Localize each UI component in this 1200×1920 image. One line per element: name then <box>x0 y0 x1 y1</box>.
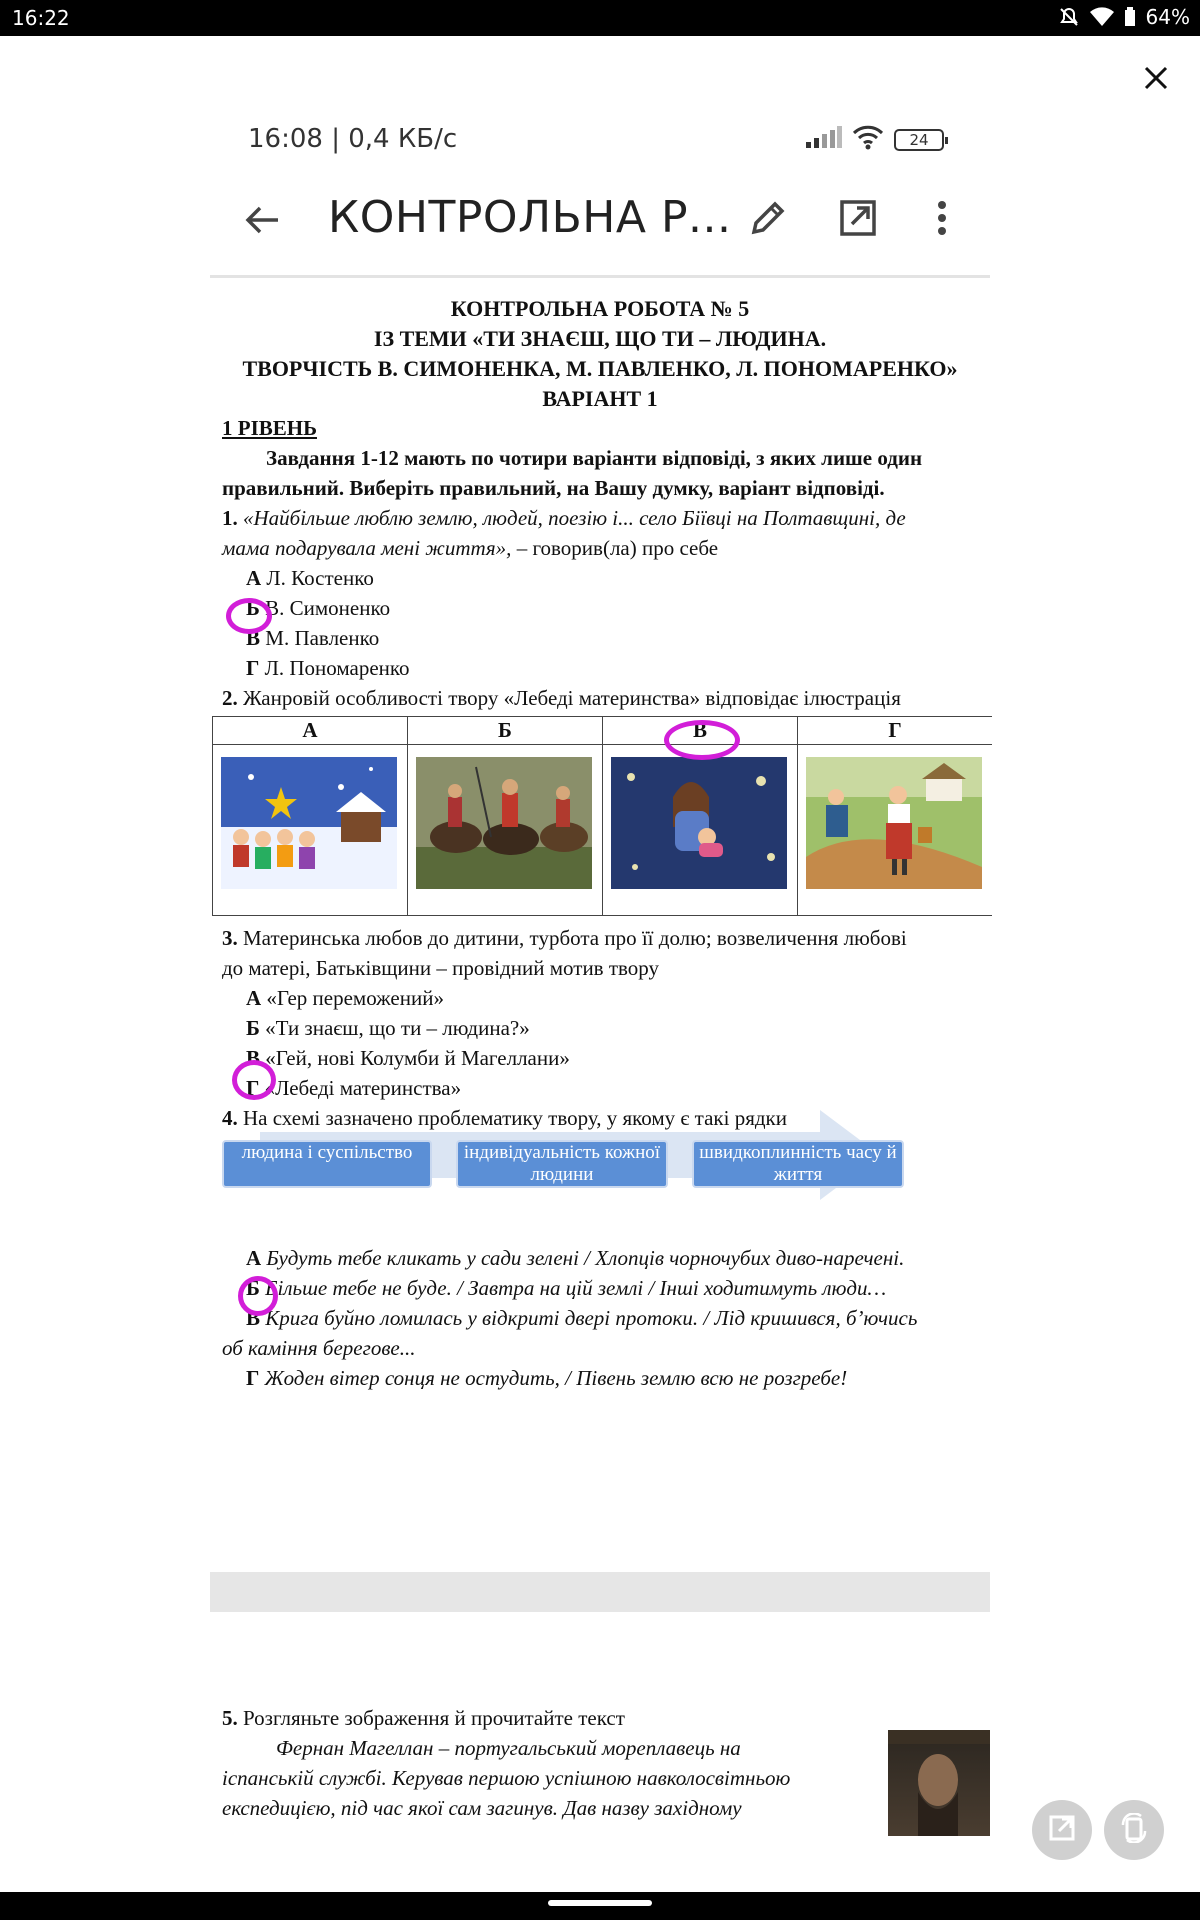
scheme-box-1: людина і суспільство <box>222 1140 432 1188</box>
page-separator <box>210 1572 990 1612</box>
doc-title-4: ВАРІАНТ 1 <box>542 386 658 411</box>
illustration-b <box>407 717 602 915</box>
wifi-icon <box>852 124 884 155</box>
illustration-a <box>212 717 407 915</box>
column-header: Б <box>408 717 602 745</box>
illustration-table <box>212 716 992 916</box>
scheme-box-2: індивідуальність кожної людини <box>456 1140 668 1188</box>
question-3-line-1: 3. Материнська любов до дитини, турбота про її долю; возвеличення любові <box>222 926 907 950</box>
rotate-button[interactable] <box>1104 1800 1164 1860</box>
q4-option-v: В Крига буйно ломилась у відкриті двері протоки. / Лід кришився, б’ючись <box>246 1306 918 1330</box>
q1-option-g: Г Л. Пономаренко <box>246 656 410 680</box>
magellan-text-2: іспанській службі. Керував першою успішною навколосвітньою <box>222 1766 791 1790</box>
document-page <box>210 280 990 1570</box>
q3-option-v: В «Гей, нові Колумби й Магеллани» <box>246 1046 570 1070</box>
q3-option-g: Г «Лебеді материнства» <box>246 1076 462 1100</box>
q3-option-b: Б «Ти знаєш, що ти – людина?» <box>246 1016 530 1040</box>
mother-moon-image <box>611 757 787 889</box>
system-status-bar <box>0 0 1200 36</box>
open-external-button[interactable] <box>1032 1800 1092 1860</box>
magellan-text-3: експедицією, під час якої сам загинув. Дав назву західному <box>222 1796 742 1820</box>
answer-mark-q4 <box>238 1276 278 1316</box>
question-1-line-1: 1. «Найбільше люблю землю, людей, поезію і... село Біївці на Полтавщині, де <box>222 506 906 530</box>
doc-title-1: КОНТРОЛЬНА РОБОТА № 5 <box>450 296 750 321</box>
q1-option-v: В М. Павленко <box>246 626 380 650</box>
pencil-icon[interactable] <box>748 198 788 243</box>
q4-option-v-cont: об каміння берегове... <box>222 1336 416 1360</box>
problem-scheme <box>220 1110 920 1200</box>
more-vert-icon[interactable] <box>932 198 952 243</box>
close-icon[interactable] <box>1138 60 1174 96</box>
header-divider <box>210 275 990 278</box>
q4-option-a: А Будуть тебе кликать у сади зелені / Хлопців чорночубих диво-наречені. <box>246 1246 905 1270</box>
column-header: Г <box>798 717 992 745</box>
column-header: В <box>603 717 797 745</box>
instruction-line-1: Завдання 1-12 мають по чотири варіанти відповіді, з яких лише один <box>266 446 923 470</box>
question-3-line-2: до матері, Батьківщини – провідний мотив твору <box>222 956 660 980</box>
inner-status-icons <box>806 124 944 155</box>
level-heading: 1 РІВЕНЬ <box>222 416 317 440</box>
mute-icon <box>1058 6 1080 28</box>
home-gesture-handle[interactable] <box>548 1900 652 1906</box>
doc-title-2: ІЗ ТЕМИ «ТИ ЗНАЄШ, ЩО ТИ – ЛЮДИНА. <box>373 326 827 351</box>
answer-mark-q2 <box>664 720 740 760</box>
question-4: 4. На схемі зазначено проблематику твору, у якому є такі рядки <box>222 1106 787 1130</box>
q3-option-a: А «Гер переможений» <box>246 986 444 1010</box>
signal-icon <box>806 126 842 153</box>
q1-option-b: Б В. Симоненко <box>246 596 391 620</box>
q1-option-a: А Л. Костенко <box>246 566 374 590</box>
battery-icon: 24 <box>894 129 944 151</box>
back-arrow-icon[interactable] <box>242 200 282 245</box>
answer-mark-q3 <box>232 1060 276 1100</box>
battery-icon <box>1124 7 1136 27</box>
question-1-line-2: мама подарувала мені життя», – говорив(ла) про себе <box>222 536 719 560</box>
document-title: КОНТРОЛЬНА Р... <box>328 192 732 243</box>
q4-option-g: Г Жоден вітер сонця не остудить, / Півень землю всю не розгребе! <box>246 1366 848 1390</box>
q4-option-b: Б Більше тебе не буде. / Завтра на цій землі / Інші ходитимуть люди… <box>246 1276 887 1300</box>
scheme-box-3: швидкоплинність часу й життя <box>692 1140 904 1188</box>
open-external-icon[interactable] <box>838 198 878 243</box>
document-page-2 <box>210 1700 990 1840</box>
battery-percent: 64% <box>1145 5 1190 29</box>
rotate-icon <box>1119 1813 1149 1848</box>
question-2: 2. Жанровій особливості твору «Лебеді материнства» відповідає ілюстрація <box>222 686 901 710</box>
winter-carolers-image <box>221 757 397 889</box>
clock: 16:22 <box>12 6 70 30</box>
answer-mark-q1 <box>226 598 272 634</box>
magellan-portrait <box>888 1730 990 1836</box>
inner-app-bar <box>210 180 990 260</box>
open-external-icon <box>1048 1814 1076 1847</box>
illustration-g <box>797 717 992 915</box>
inner-status-text: 16:08 | 0,4 КБ/с <box>248 124 458 154</box>
magellan-text-1: Фернан Магеллан – португальський мореплавець на <box>276 1736 741 1760</box>
doc-title-3: ТВОРЧІСТЬ В. СИМОНЕНКА, М. ПАВЛЕНКО, Л. ПОНОМАРЕНКО» <box>242 356 958 381</box>
navigation-bar <box>0 1892 1200 1920</box>
column-header: А <box>213 717 407 745</box>
instruction-line-2: правильний. Виберіть правильний, на Вашу думку, варіант відповіді. <box>222 476 885 500</box>
wifi-icon <box>1090 7 1114 27</box>
village-girl-image <box>806 757 982 889</box>
cossacks-image <box>416 757 592 889</box>
question-5: 5. Розгляньте зображення й прочитайте текст <box>222 1706 625 1730</box>
